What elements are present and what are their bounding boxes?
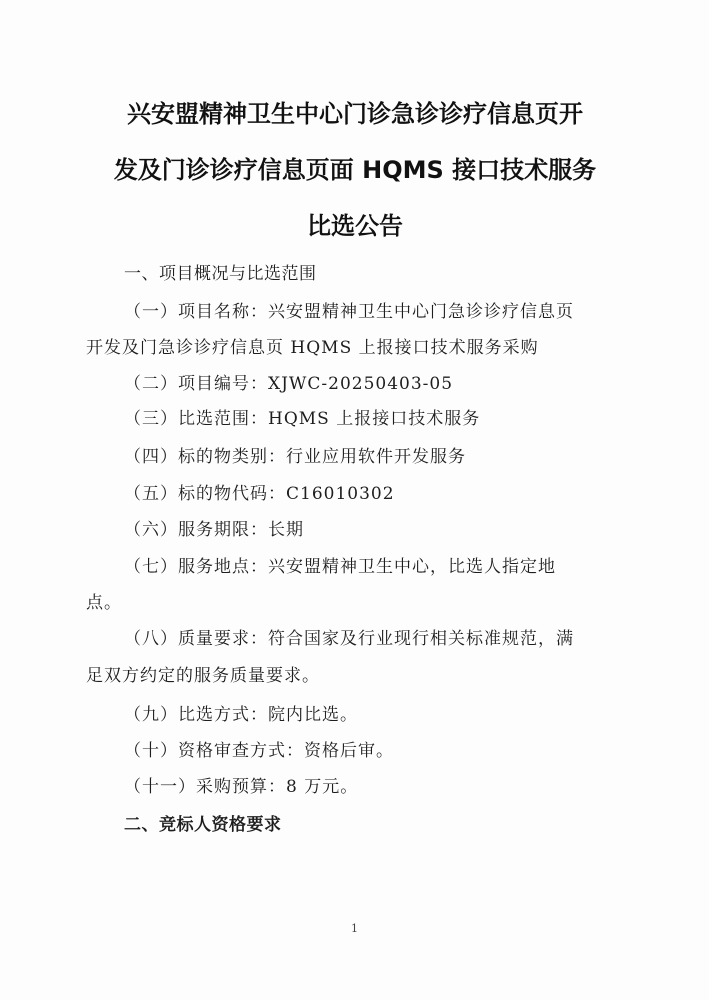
item-period: （六）服务期限：长期 [124,520,304,540]
item-review: （十）资格审查方式：资格后审。 [124,741,394,761]
title-line-3: 比选公告 [307,212,403,240]
item-category: （四）标的物类别：行业应用软件开发服务 [124,447,466,467]
item-code: （五）标的物代码：C16010302 [124,484,395,504]
item-scope: （三）比选范围：HQMS 上报接口技术服务 [124,409,481,429]
item-quality-line-2: 足双方约定的服务质量要求。 [86,666,320,686]
section-2-heading: 二、竞标人资格要求 [124,815,282,835]
title-line-1: 兴安盟精神卫生中心门诊急诊诊疗信息页开 [127,100,583,128]
item-location-line-1: （七）服务地点：兴安盟精神卫生中心，比选人指定地 [124,557,556,577]
section-1-heading: 一、项目概况与比选范围 [124,264,317,284]
item-project-name-line-2: 开发及门急诊诊疗信息页 HQMS 上报接口技术服务采购 [86,338,539,358]
page-number: 1 [351,922,358,935]
item-quality-line-1: （八）质量要求：符合国家及行业现行相关标准规范，满 [124,629,574,649]
item-location-line-2: 点。 [86,593,122,613]
item-project-name-line-1: （一）项目名称：兴安盟精神卫生中心门急诊诊疗信息页 [124,302,574,322]
item-project-number: （二）项目编号：XJWC-20250403-05 [124,374,454,394]
item-budget: （十一）采购预算：8 万元。 [124,777,359,797]
title-line-2: 发及门诊诊疗信息页面 HQMS 接口技术服务 [113,156,597,184]
item-method: （九）比选方式：院内比选。 [124,705,358,725]
